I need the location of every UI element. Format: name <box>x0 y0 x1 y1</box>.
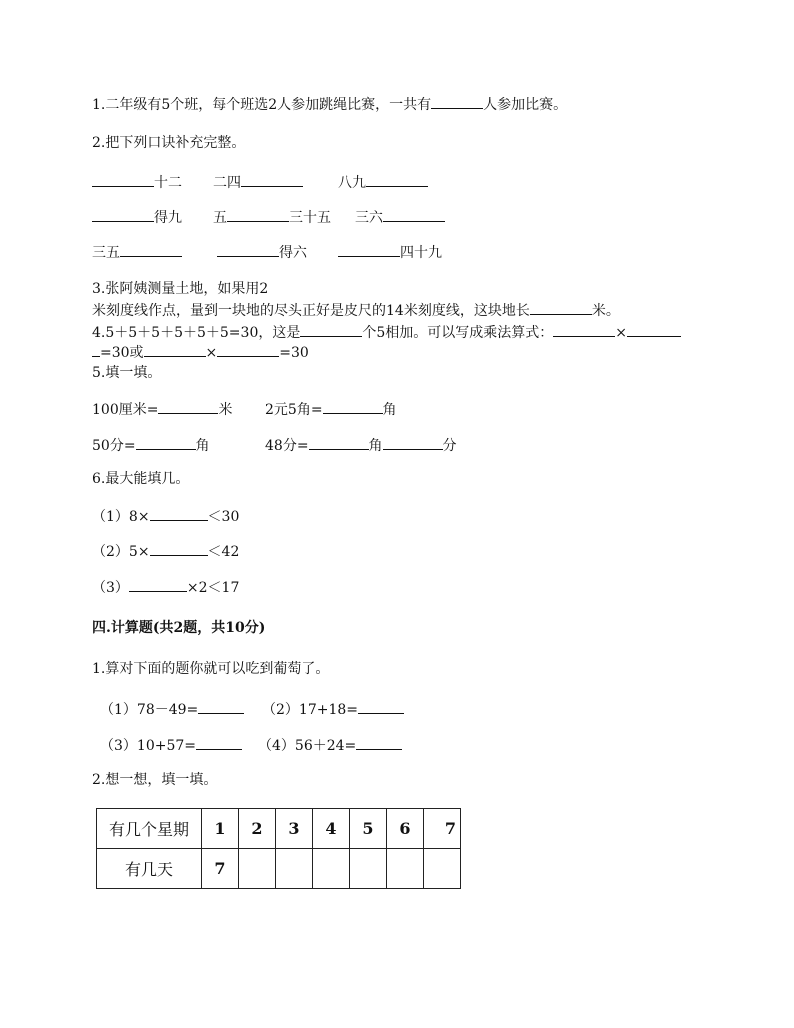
calc1-problem4: （4）56＋24= <box>258 735 402 755</box>
calc-answer-blank[interactable] <box>358 699 404 714</box>
calc1-problem2: （2）17+18= <box>262 699 404 719</box>
calc-answer-blank[interactable] <box>198 699 244 714</box>
calc1-problem1: （1）78－49= <box>100 699 244 719</box>
day-cell-blank[interactable] <box>276 849 313 889</box>
q4-blank[interactable] <box>627 322 681 337</box>
q1-text-start: 1.二年级有5个班，每个班选2人参加跳绳比赛，一共有 <box>92 97 432 113</box>
q5-title: 5.填一填。 <box>92 365 162 381</box>
q4-line1: 4.5＋5＋5＋5＋5＋5=30，这是 个5相加。可以写成乘法算式： × <box>92 322 681 342</box>
q4-blank[interactable] <box>144 342 206 357</box>
q4-count-blank[interactable] <box>300 322 362 337</box>
q2-row3-item1: 三五 <box>92 242 182 262</box>
q4-blank[interactable] <box>553 322 615 337</box>
q6-blank[interactable] <box>150 506 208 521</box>
row-header-weeks: 有几个星期 <box>97 809 202 849</box>
q5-blank[interactable] <box>136 435 196 450</box>
q6-item1: （1）8× ＜30 <box>92 506 239 526</box>
q3-line1: 3.张阿姨测量土地，如果用2 <box>92 281 269 297</box>
q2-row1-item3: 八九 <box>338 172 428 192</box>
q2-blank[interactable] <box>241 172 303 187</box>
week-cell: 3 <box>276 809 313 849</box>
q6-item3: （3） ×2＜17 <box>92 577 239 597</box>
day-cell-blank[interactable] <box>424 849 461 889</box>
week-cell: 1 <box>202 809 239 849</box>
question-1 <box>92 94 567 114</box>
q2-row1-item2: 二四 <box>213 172 303 192</box>
q4-line2: =30或 × =30 <box>92 342 309 362</box>
week-cell: 2 <box>239 809 276 849</box>
q2-blank[interactable] <box>383 207 445 222</box>
day-cell-blank[interactable] <box>387 849 424 889</box>
q6-title: 6.最大能填几。 <box>92 471 190 487</box>
calc-answer-blank[interactable] <box>196 735 242 750</box>
q2-row2-item2: 五 三十五 <box>213 207 331 227</box>
week-cell: 6 <box>387 809 424 849</box>
q2-blank[interactable] <box>338 242 400 257</box>
q5-blank[interactable] <box>323 399 383 414</box>
q2-row2-item1: 得九 <box>92 207 182 227</box>
q2-blank[interactable] <box>217 242 279 257</box>
week-cell: 4 <box>313 809 350 849</box>
q5-item4: 48分= 角 分 <box>265 435 457 455</box>
day-cell-blank[interactable] <box>313 849 350 889</box>
q6-blank[interactable] <box>150 541 208 556</box>
weeks-days-table <box>96 808 461 889</box>
q2-blank[interactable] <box>227 207 289 222</box>
q5-blank[interactable] <box>383 435 443 450</box>
day-cell: 7 <box>202 849 239 889</box>
week-cell: 5 <box>350 809 387 849</box>
q2-row2-item3: 三六 <box>355 207 445 227</box>
calc-answer-blank[interactable] <box>356 735 402 750</box>
week-cell: 7 <box>424 809 461 849</box>
q2-blank[interactable] <box>120 242 182 257</box>
q5-blank[interactable] <box>158 399 218 414</box>
calc2-title: 2.想一想，填一填。 <box>92 772 218 788</box>
calc1-problem3: （3）10+57= <box>100 735 242 755</box>
q5-item3: 50分= 角 <box>92 435 210 455</box>
q2-row3-item2: 得六 <box>217 242 307 262</box>
q2-row1-item1: 十二 <box>92 172 182 192</box>
section-4-heading: 四.计算题(共2题，共10分) <box>92 620 266 636</box>
q5-item2: 2元5角= 角 <box>265 399 397 419</box>
q4-blank[interactable] <box>217 342 279 357</box>
q1-answer-blank[interactable] <box>431 94 483 109</box>
q6-blank[interactable] <box>129 577 187 592</box>
q2-blank[interactable] <box>92 207 154 222</box>
q4-blank[interactable] <box>92 342 100 357</box>
table-row-weeks <box>97 809 461 849</box>
q2-blank[interactable] <box>366 172 428 187</box>
q5-blank[interactable] <box>309 435 369 450</box>
q1-text-end: 人参加比赛。 <box>483 97 568 113</box>
q2-title: 2.把下列口诀补充完整。 <box>92 135 246 151</box>
q3-line2: 米刻度线作点，量到一块地的尽头正好是皮尺的14米刻度线，这块地长 米。 <box>92 300 620 320</box>
q6-item2: （2）5× ＜42 <box>92 541 239 561</box>
q2-row3-item3: 四十九 <box>338 242 442 262</box>
day-cell-blank[interactable] <box>239 849 276 889</box>
day-cell-blank[interactable] <box>350 849 387 889</box>
table-row-days <box>97 849 461 889</box>
q5-item1: 100厘米= 米 <box>92 399 232 419</box>
calc1-title: 1.算对下面的题你就可以吃到葡萄了。 <box>92 661 330 677</box>
row-header-days: 有几天 <box>97 849 202 889</box>
q2-blank[interactable] <box>92 172 154 187</box>
q3-answer-blank[interactable] <box>530 300 592 315</box>
